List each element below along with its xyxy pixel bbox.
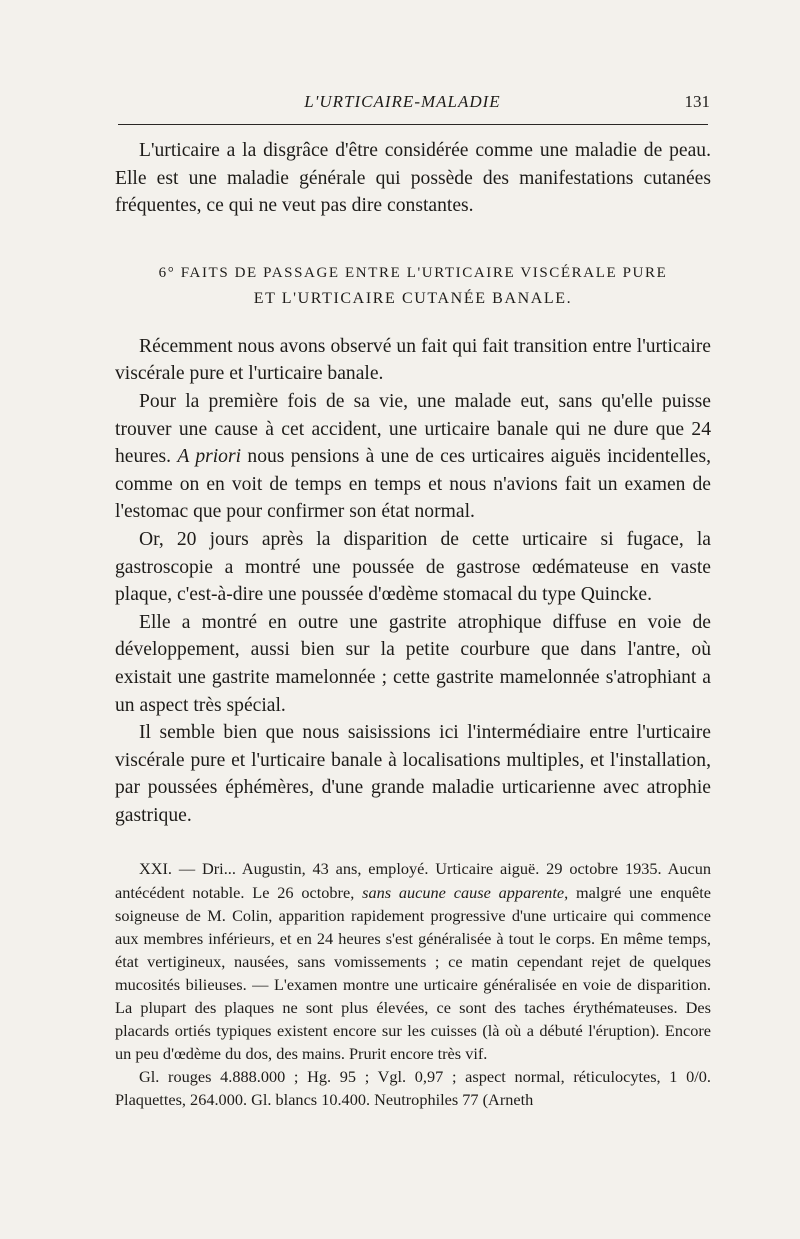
- a-priori-italic: A priori: [177, 446, 242, 468]
- blood-count: Gl. rouges 4.888.000 ; Hg. 95 ; Vgl. 0,97 ; aspect normal, réticulocytes, 1 0/0. Plaquettes, 264.000. Gl. blancs 10.400. Neutrophiles 77 (Arneth: [115, 1067, 711, 1110]
- section-heading-line-1: 6° FAITS DE PASSAGE ENTRE L'URTICAIRE VISCÉRALE PURE: [158, 264, 668, 281]
- section-heading: [115, 260, 711, 313]
- case-italic: sans aucune cause apparente: [362, 882, 565, 902]
- case-report: [115, 857, 711, 1065]
- paragraph-transition: Récemment nous avons observé un fait qui fait transition entre l'urticaire viscérale pure et l'urticaire banale.: [115, 335, 711, 385]
- body-text: [115, 137, 711, 1112]
- paragraph-first-time-b: nous pensions à une de ces urticaires aiguës incidentelles, comme on en voit de temps en temps et nous n'avions fait un examen de l'estomac que pour confirmer son état normal.: [115, 446, 711, 523]
- running-title: L'URTICAIRE-MALADIE: [304, 92, 501, 111]
- section-heading-line-2: ET L'URTICAIRE CUTANÉE BANALE.: [253, 290, 573, 308]
- spacer: [115, 829, 711, 857]
- paragraph-first-time-a: Pour la première fois de sa vie, une malade eut, sans qu'elle puisse trouver une cause à cet accident, une urticaire banale qui ne dure que 24 heures.: [115, 390, 711, 468]
- page-number: 131: [684, 92, 710, 111]
- case-report-b: , malgré une enquête soigneuse de M. Colin, apparition rapidement progressive d'une urticaire qui commence aux membres inférieurs, et en 24 heures s'est généralisée à tout le corps. En même temps, état vertigineux, nausées, sans vomissements ; ce matin cependant rejet de quelques mucosités bilieuses. — L'examen montre une urticaire généralisée en voie de disparition. La plupart des plaques ne sont plus élevées, ce sont des taches érythémateuses. Des placards ortiés typiques existent encore sur les cuisses (là où a débuté l'éruption). Encore un peu d'œdème du dos, des mains. Prurit encore très vif.: [115, 882, 711, 1064]
- header-rule: [118, 124, 708, 125]
- paragraph-intermediate: Il semble bien que nous saisissions ici l'intermédiaire entre l'urticaire viscérale pure et l'urticaire banale à localisations multiples, et l'installation, par poussées éphémères, d'une grande maladie urticarienne avec atrophie gastrique.: [115, 722, 711, 826]
- paragraph-atrophic-gastritis: Elle a montré en outre une gastrite atrophique diffuse en voie de développement, aussi bien sur la petite courbure que dans l'antre, où existait une gastrite mamelonnée ; cette gastrite mamelonnée s'atrophiant a un aspect très spécial.: [115, 611, 711, 716]
- intro-paragraph: L'urticaire a la disgrâce d'être considérée comme une maladie de peau. Elle est une maladie générale qui possède des manifestations cutanées fréquentes, ce qui ne veut pas dire constantes.: [115, 140, 711, 217]
- paragraph-gastroscopy: Or, 20 jours après la disparition de cette urticaire si fugace, la gastroscopie a montré une poussée de gastrose œdémateuse en vaste plaque, c'est-à-dire une poussée d'œdème stomacal du type Quincke.: [115, 528, 711, 606]
- paragraph-first-time: [115, 388, 711, 526]
- case-report-a: XXI. — Dri... Augustin, 43 ans, employé. Urticaire aiguë. 29 octobre 1935. Aucun antécédent notable. Le 26 octobre,: [115, 859, 711, 902]
- running-head: [95, 92, 710, 116]
